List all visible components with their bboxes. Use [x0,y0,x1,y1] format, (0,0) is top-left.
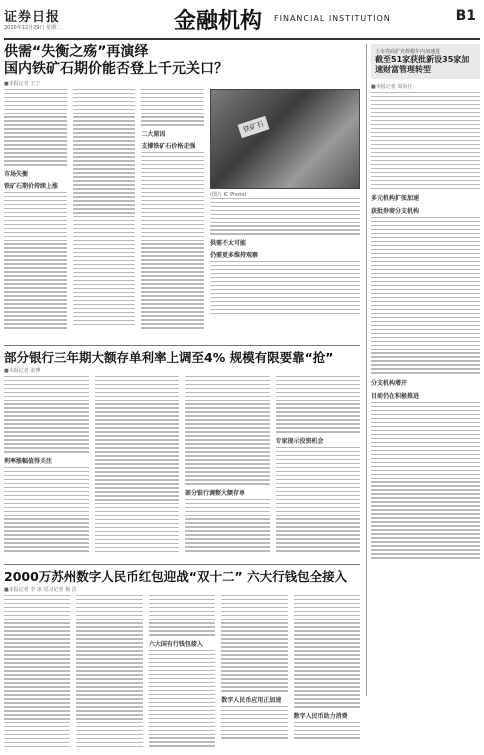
story1-body-text [141,89,204,126]
story3-col-5 [294,595,360,755]
story-divider [4,564,360,565]
story-digital-rmb [4,569,360,755]
story2-byline: ■本报记者 张博 [4,367,41,374]
story2-col-4 [276,376,361,560]
story3-col-3 [149,595,215,755]
story3-byline: ■本报记者 李 冰 见习记者 杨 洁 [4,586,77,593]
sidebar-body-text [371,92,480,189]
story-divider [4,345,360,346]
story3-subhead-2: 数字人民币应用正加速 [221,696,282,704]
story3-body-text [149,595,215,636]
story3-body-text [221,706,287,739]
story2-body-text [185,376,270,485]
story2-body-text [4,467,89,552]
story2-body-text [185,499,270,552]
story3-col-4 [221,595,287,755]
story1-body-text [4,89,67,166]
story1-subhead-1: 市场失衡 [4,170,29,178]
story1-byline: ■本报记者 王宁 [4,80,41,87]
story2-col-1 [4,376,89,560]
story2-body-text [95,376,180,553]
story1-subhead-6: 仍需更多维持观察 [210,251,259,259]
story1-body-text [210,198,360,235]
story3-body-text [294,722,360,739]
photo-caption: (图片 IC Photo) [210,191,247,198]
story2-col-3 [185,376,270,560]
story2-body-text [4,376,89,453]
story2-subhead-1: 利率涨幅值得关注 [4,457,53,465]
story3-body-text [149,650,215,747]
story-iron-ore [4,44,360,341]
sidebar-headline: 截至51家获批新设35家加速财富管理转型 [375,55,470,74]
story3-body-text [76,595,142,748]
sidebar-subhead-4: 目前仍在积极推进 [371,392,420,400]
newspaper-logo: 证券日报 [4,10,61,25]
photo-label: 铁矿石 [238,115,270,137]
sidebar-body-text [371,217,480,374]
story3-headline: 2000万苏州数字人民币红包迎战“双十二” 六大行钱包全接入 [4,568,348,584]
story3-body-text [221,595,287,692]
story2-subhead-2: 部分银行调整大额存单 [185,489,246,497]
sidebar-subhead-3: 分支机构增开 [371,379,408,387]
story1-col-4 [210,89,360,341]
story1-body-text [73,89,136,325]
sidebar-byline: ■本报记者 周尚仔 [371,84,413,90]
story2-body-text [276,447,361,552]
masthead [4,2,480,38]
story3-col-1 [4,595,70,755]
main-column [4,44,360,755]
sidebar-column [366,44,480,696]
masthead-divider [4,38,480,40]
sidebar-kicker: 上市券商扩充规模年内加速进 [375,49,441,55]
story3-subhead-1: 六大国有行钱包接入 [148,640,203,648]
sidebar-subhead-1: 多元机构扩张加速 [371,195,420,203]
story2-headline: 部分银行三年期大额存单利率上调至4% 规模有限要靠“抢” [4,349,334,365]
story2-subhead-3: 专家提示投资机会 [275,437,324,445]
iron-ore-photo [210,89,360,189]
sidebar-subhead-2: 获批券商分支机构 [371,208,420,216]
section-title-en: FINANCIAL INSTITUTION [274,14,391,23]
story1-body-text [210,261,360,314]
story1-col-3 [141,89,204,341]
story1-headline-line1: 供需“失衡之殇”再演绎 [4,44,149,60]
story1-body-text [141,152,204,329]
story1-subhead-2: 铁矿石期价持续上涨 [4,182,59,190]
story1-subhead-4: 支撑铁矿石价格走强 [141,142,196,150]
story2-body-text [276,376,361,433]
story3-body-text [4,595,70,748]
sidebar-body-text [371,402,480,559]
story1-headline-line2: 国内铁矿石期价能否登上千元关口？ [4,60,228,77]
page-number: B1 [455,8,476,24]
section-title: 金融机构 [174,8,263,34]
sidebar-headline-box [371,44,480,79]
story1-body-text [4,192,67,329]
story-large-deposit [4,350,360,560]
story3-subhead-3: 数字人民币助力消费 [293,712,348,720]
story1-subhead-3: 二大原因 [141,130,166,138]
story1-col-2 [73,89,136,341]
story2-col-2 [95,376,180,560]
issue-date: 2020年12月29日 星期二 [4,25,62,31]
story1-subhead-5: 供需不太可能 [210,239,247,247]
story1-col-1 [4,89,67,341]
story3-body-text [294,595,360,708]
story3-col-2 [76,595,142,755]
